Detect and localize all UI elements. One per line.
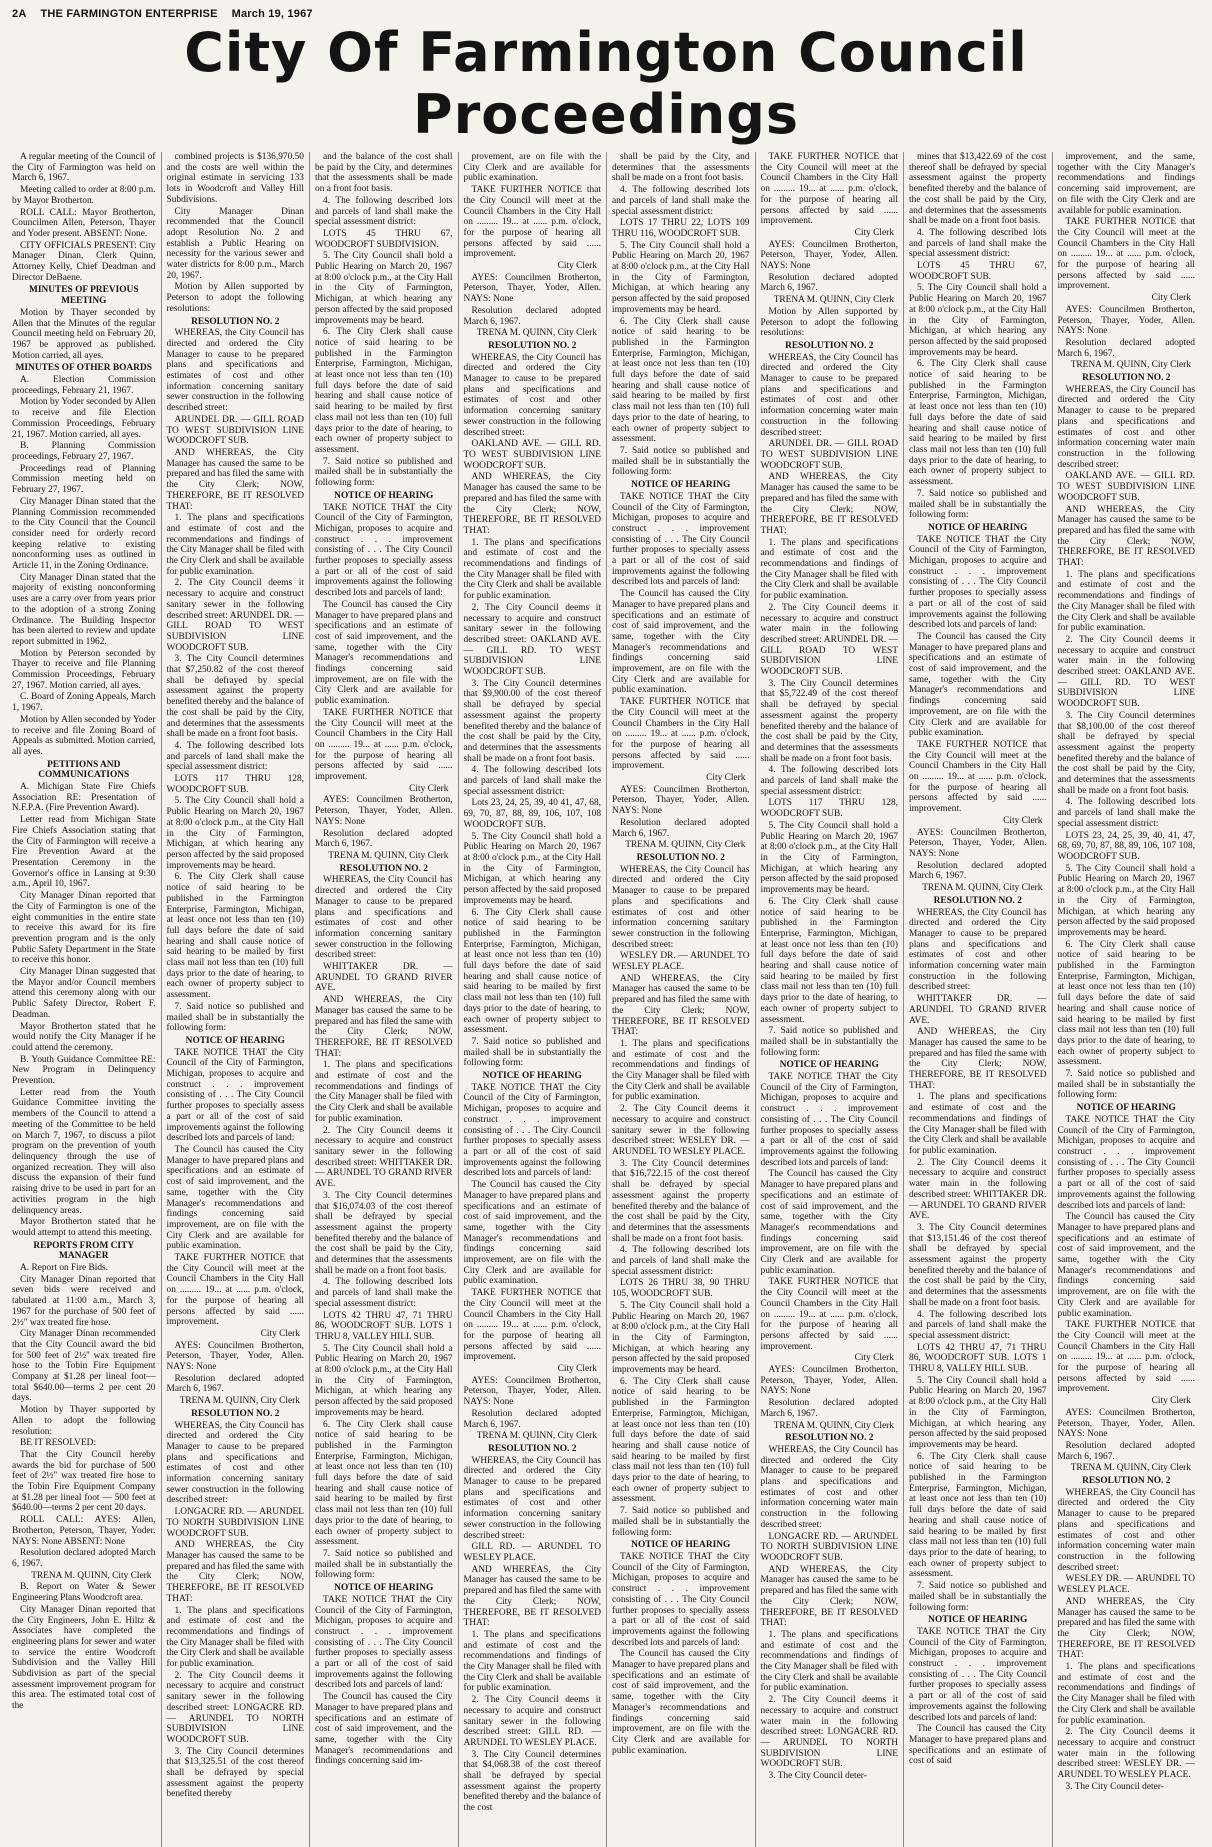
paragraph: LOTS 117 THRU 128, WOODCROFT SUB. xyxy=(166,774,304,795)
paragraph: AND WHEREAS, the City Manager has caused the same to be prepared and has filed the same with the City Clerk; NOW, THEREFORE, BE IT RESOLVED THAT: xyxy=(1057,1596,1195,1661)
paragraph: Resolution declared adopted March 6, 1967. xyxy=(760,1398,898,1419)
text-column-3 xyxy=(309,152,458,1847)
paragraph: The Council has caused the City Manager to have prepared plans and specifications and an estimate of cost of said improvement, and the same, together with the City Manager's recommendations and findings concerning said improvement, are on file with the City Clerk and are available for public examination. xyxy=(612,1649,750,1756)
paragraph: Resolution declared adopted March 6, 1967. xyxy=(1057,1440,1195,1462)
paragraph: A. Election Commission proceedings, February 21, 1967. xyxy=(12,375,156,396)
paragraph: 7. Said notice so published and mailed shall be in substantially the following form: xyxy=(166,1001,304,1034)
paragraph: AND WHEREAS, the City Manager has caused the same to be prepared and has filed the same with the City Clerk; NOW, THEREFORE, BE IT RESOLVED THAT: xyxy=(463,472,601,536)
section-heading: RESOLUTION NO. 2 xyxy=(1082,1476,1171,1487)
paragraph: 1. The plans and specifications and estimate of cost and the recommendations and findings of the City Manager shall be filed with the City Clerk and shall be available for public examination. xyxy=(166,1605,304,1670)
paragraph: TAKE FURTHER NOTICE that the City Council will meet at the Council Chambers in the City Hall on ......... 19... at ...... p.m. o'clock, for the purpose of hearing all persons affected by said ...... improvement. xyxy=(612,697,750,772)
paragraph: City Manager Dinan recommended that the Council adopt Resolution No. 2 and establish a Public Hearing on necessity for the various sewer and water districts for 8:00 p.m., March 20, 1967. xyxy=(166,206,304,281)
paragraph: A. Report on Fire Bids. xyxy=(20,1263,109,1274)
paragraph: LOTS 45 THRU 67, WOODCROFT SUBDIVISION. xyxy=(315,228,453,250)
paragraph: WHEREAS, the City Council has directed and ordered the City Manager to cause to be prepared plans and specifications and estimates of cost and other information concerning water main construction in the following described street: xyxy=(760,352,898,438)
paragraph: WHEREAS, the City Council has directed and ordered the City Manager to cause to be prepared plans and specifications and estimates of cost and other information concerning sanitary sewer construction in the following described street: xyxy=(463,1455,601,1541)
paragraph: 4. The following described lots and parcels of land shall make the special assessment district: xyxy=(909,1309,1047,1341)
paragraph: WHEREAS, the City Council has directed and ordered the City Manager to cause to be prepared plans and specifications and estimates of cost and other information concerning water main construction in the following described street: xyxy=(760,1444,898,1530)
paragraph: 7. Said notice so published and mailed shall be in substantially the following form: xyxy=(315,456,453,489)
section-heading: NOTICE OF HEARING xyxy=(631,1540,731,1551)
section-heading: NOTICE OF HEARING xyxy=(1076,1103,1176,1114)
section-heading: NOTICE OF HEARING xyxy=(185,1035,285,1046)
paragraph: A regular meeting of the Council of the City of Farmington was held on March 6, 1967. xyxy=(12,152,156,184)
paragraph: B. Youth Guidance Committee RE: New Program in Delinquency Prevention. xyxy=(12,1054,156,1087)
paragraph: LONGACRE RD. — ARUNDEL TO NORTH SUBDIVISION LINE WOODCROFT SUB. xyxy=(166,1507,304,1539)
paragraph: 3. The City Council determines that $4,068.38 of the cost thereof shall be defrayed by special assessment against the property benefited thereby and the balance of the cost xyxy=(463,1749,601,1814)
paragraph: Resolution declared adopted March 6, 1967. xyxy=(166,1373,304,1395)
paragraph: The Council has caused the City Manager to have prepared plans and specifications and an estimate of cost of said improvement, and the same, together with the City Manager's recommendations and findings concerning said im- xyxy=(315,1692,453,1767)
paragraph: 5. The City Council shall hold a Public Hearing on March 20, 1967 at 8:00 o'clock p.m., at the City Hall in the City of Farmington, Michigan, at which hearing any person affected by the said proposed improvements may be heard. xyxy=(1057,863,1195,938)
paragraph: 1. The plans and specifications and estimate of cost and the recommendations and findings of the City Manager shall be filed with the City Clerk and shall be available for public examination. xyxy=(909,1092,1047,1156)
signature-line: City Clerk xyxy=(854,1353,894,1364)
paragraph: ARUNDEL DR. — GILL ROAD TO WEST SUBDIVISION LINE WOODCROFT SUB. xyxy=(166,414,304,447)
paragraph: TAKE FURTHER NOTICE that the City Council will meet at the Council Chambers in the City Hall on ......... 19... at ...... p.m. o'clock, for the purpose of hearing all persons affected by said ...... improvement. xyxy=(1057,1320,1195,1395)
paragraph: TAKE NOTICE THAT the City Council of the City of Farmington, Michigan, proposes to acquire and construct . . . improvement consisting of . . . The City Council further proposes to specially assess a part or all of the cost of said improvements against the following described lots and parcels of land: xyxy=(463,1082,601,1179)
paragraph: City Manager Dinan suggested that the Mayor and/or Council members attend this ceremony along with our Public Safety Director, Robert F. Deadman. xyxy=(12,967,156,1020)
paragraph: AND WHEREAS, the City Manager has caused the same to be prepared and has filed the same with the City Clerk; NOW, THEREFORE, BE IT RESOLVED THAT: xyxy=(1057,504,1195,569)
paragraph: TAKE FURTHER NOTICE that the City Council will meet at the Council Chambers in the City Hall on ......... 19... at ...... p.m. o'clock, for the purpose of hearing all persons affected by said ...... improvement. xyxy=(315,707,453,783)
signature-line: TRENA M. QUINN, City Clerk xyxy=(1070,360,1191,371)
paragraph: 7. Said notice so published and mailed shall be in substantially the following form: xyxy=(315,1549,453,1581)
paragraph: B. Planning Commission proceedings, February 27, 1967. xyxy=(12,441,156,462)
paragraph: shall be paid by the City, and determines that the assessments shall be made on a front foot basis. xyxy=(612,152,750,184)
paragraph: C. Board of Zoning Appeals, March 1, 1967. xyxy=(12,692,156,714)
paragraph: Resolution declared adopted March 6, 1967. xyxy=(463,305,601,327)
paragraph: GILL RD. — ARUNDEL TO WESLEY PLACE. xyxy=(463,1542,601,1563)
paragraph: 7. Said notice so published and mailed shall be in substantially the following form: xyxy=(1057,1069,1195,1101)
paragraph: 4. The following described lots and parcels of land shall make the special assessment district: xyxy=(463,765,601,797)
paragraph: LOTS 26 THRU 38, 90 THRU 105, WOODCROFT SUB. xyxy=(612,1278,750,1300)
paragraph: Resolution declared adopted March 6, 1967. xyxy=(760,272,898,294)
paragraph: 2. The City Council deems it necessary to acquire and construct water main in the following described street: OAKLAND AVE. — GILL RD. TO WEST SUBDIVISION LINE WOODCROFT SUB. xyxy=(1057,634,1195,710)
paragraph: 2. The City Council deems it necessary to acquire and construct sanitary sewer in the following described street: LONGACRE RD. — ARUNDEL TO NORTH SUBDIVISION LINE WOODCROFT SUB. xyxy=(166,1670,304,1745)
paragraph: Motion by Allen supported by Peterson to adopt the following resolutions: xyxy=(760,306,898,339)
paragraph: WESLEY DR. — ARUNDEL TO WESLEY PLACE. xyxy=(612,951,750,973)
signature-line: City Clerk xyxy=(854,227,894,238)
paragraph: 5. The City Council shall hold a Public Hearing on March 20, 1967 at 8:00 o'clock p.m., at the City Hall in the City of Farmington, Michigan, at which hearing any person affected by the said proposed improvements may be heard. xyxy=(315,251,453,326)
paragraph: 4. The following described lots and parcels of land shall make the special assessment district: xyxy=(315,195,453,228)
paragraph: The Council has caused the City Manager to have prepared plans and specifications and an estimate of cost of said xyxy=(909,1724,1047,1767)
paragraph: The Council has caused the City Manager to have prepared plans and specifications and an estimate of cost of said improvement, and the same, together with the City Manager's recommendations and findings concerning said improvement, are on file with the City Clerk and are available for public examination. xyxy=(612,589,750,696)
paragraph: 6. The City Clerk shall cause notice of said hearing to be published in the Farmington Enterprise, Farmington, Michigan, at least once not less than ten (10) full days before the date of said hearing and shall cause notice of said hearing to be mailed by first class mail not less than ten (10) full days prior to the date of hearing, to each owner of property subject to assessment. xyxy=(760,896,898,1025)
section-heading: RESOLUTION NO. 2 xyxy=(339,863,428,874)
paragraph: B. Report on Water & Sewer Engineering Plans Woodcroft area. xyxy=(12,1582,156,1604)
paragraph: TAKE NOTICE THAT the City Council of the City of Farmington, Michigan, proposes to acquire and construct . . . improvement consisting of . . . The City Council further proposes to specially assess a part or all of the cost of said improvements against the following described lots and parcels of land: xyxy=(315,1594,453,1691)
section-heading: RESOLUTION NO. 2 xyxy=(488,1443,577,1454)
paragraph: 3. The City Council determines that $7,250.82 of the cost thereof shall be defrayed by special assessment against the property benefited thereby and the balance of the cost shall be paid by the City, and determines that the assessments shall be made on a front foot basis. xyxy=(166,654,304,740)
paragraph: Resolution declared adopted March 6, 1967. xyxy=(909,860,1047,882)
page-number: 2A xyxy=(12,8,27,20)
section-heading: NOTICE OF HEARING xyxy=(334,490,434,501)
issue-date: March 19, 1967 xyxy=(231,8,313,20)
paragraph: WHEREAS, the City Council has directed and ordered the City Manager to cause to be prepared plans and specifications and estimates of cost and other information concerning water main construction in the following described street: xyxy=(909,907,1047,993)
paragraph: WESLEY DR. — ARUNDEL TO WESLEY PLACE. xyxy=(1057,1574,1195,1596)
paragraph: TAKE NOTICE THAT the City Council of the City of Farmington, Michigan, proposes to acquire and construct . . . improvement consisting of . . . The City Council further proposes to specially assess a part or all of the cost of said improvements against the following described lots and parcels of land: xyxy=(909,1626,1047,1723)
paragraph: 1. The plans and specifications and estimate of cost and the recommendations and findings of the City Manager shall be filed with the City Clerk and shall be available for public examination. xyxy=(1057,569,1195,634)
paragraph: mines that $13,422.69 of the cost thereof shall be defrayed by special assessment against the property benefited thereby and the balance of the cost shall be paid by the City, and determines that the assessments shall be made on a front foot basis. xyxy=(909,152,1047,227)
paragraph: The Council has caused the City Manager to have prepared plans and specifications and an estimate of cost of said improvement, and the same, together with the City Manager's recommendations and findings concerning said improvement, are on file with the City Clerk and are available for public examination. xyxy=(909,631,1047,739)
paragraph: 3. The City Council deter- xyxy=(1065,1781,1164,1792)
signature-line: TRENA M. QUINN, City Clerk xyxy=(476,1431,597,1442)
text-column-2 xyxy=(161,152,310,1847)
paragraph: 4. The following described lots and parcels of land shall make the special assessment district: xyxy=(612,1245,750,1277)
paragraph: 1. The plans and specifications and estimate of cost and the recommendations and findings of the City Manager shall be filed with the City Clerk and shall be available for public examination. xyxy=(315,1060,453,1124)
paragraph: AYES: Councilmen Brotherton, Peterson, Thayer, Yoder, Allen. NAYS: None xyxy=(463,272,601,305)
paragraph: 2. The City Council deems it necessary to acquire and construct water main in the following described street: WESLEY DR. — ARUNDEL TO WESLEY PLACE. xyxy=(1057,1727,1195,1781)
paragraph: WHITTAKER DR. — ARUNDEL TO GRAND RIVER AVE. xyxy=(315,962,453,994)
paragraph: 5. The City Council shall hold a Public Hearing on March 20, 1967 at 8:00 o'clock p.m., at the City Hall in the City of Farmington, Michigan, at which hearing any person affected by the said proposed improvements may be heard. xyxy=(463,831,601,906)
text-column-4 xyxy=(458,152,607,1847)
paragraph: 1. The plans and specifications and estimate of cost and the recommendations and findings of the City Manager shall be filed with the City Clerk and shall be available for public examination. xyxy=(463,537,601,602)
text-column-1 xyxy=(12,152,161,1847)
paragraph: AND WHEREAS, the City Manager has caused the same to be prepared and has filed the same with the City Clerk; NOW, THEREFORE, BE IT RESOLVED THAT: xyxy=(760,472,898,536)
paragraph: 3. The City Council determines that $5,722.49 of the cost thereof shall be defrayed by special assessment against the property benefited thereby and the balance of the cost shall be paid by the City, and determines that the assessments shall be made on a front foot basis. xyxy=(760,678,898,764)
paragraph: 7. Said notice so published and mailed shall be in substantially the following form: xyxy=(612,1506,750,1538)
paragraph: 7. Said notice so published and mailed shall be in substantially the following form: xyxy=(612,445,750,478)
paragraph: TAKE FURTHER NOTICE that the City Council will meet at the Council Chambers in the City Hall on ......... 19... at ...... p.m. o'clock, for the purpose of hearing all persons affected by said ...... improvement. xyxy=(463,1288,601,1363)
paragraph: 3. The City Council determines that $16,722.15 of the cost thereof shall be defrayed by special assessment against the property benefited thereby and the balance of the cost shall be paid by the City, and determines that the assessments shall be made on a front foot basis. xyxy=(612,1158,750,1244)
paragraph: City Manager Dinan reported that the City of Farmington is one of the eight communities in the entire state to receive this award for its fire prevention program and is the only Public Safety Department in the State to receive this honor. xyxy=(12,891,156,966)
paragraph: Lots 23, 24, 25, 39, 40 41, 47, 68, 69, 70, 87, 88, 89, 106, 107, 108 WOODCROFT SUB. xyxy=(463,798,601,830)
paragraph: 1. The plans and specifications and estimate of cost and the recommendations and findings of the City Manager shall be filed with the City Clerk and shall be available for public examination. xyxy=(166,513,304,577)
signature-line: TRENA M. QUINN, City Clerk xyxy=(328,851,449,861)
paragraph: 4. The following described lots and parcels of land shall make the special assessment district: xyxy=(166,740,304,773)
paragraph: CITY OFFICIALS PRESENT: City Manager Dinan, Clerk Quinn, Attorney Kelly, Chief Deadman and Director DeBaene. xyxy=(12,240,156,283)
section-heading: RESOLUTION NO. 2 xyxy=(933,895,1022,906)
paragraph: 6. The City Clerk shall cause notice of said hearing to be published in the Farmington Enterprise, Farmington, Michigan, at least once not less than ten (10) full days before the date of said hearing and shall cause notice of said hearing to be mailed by first class mail not less than ten (10) full days prior to the date of hearing, to each owner of property subject to assessment. xyxy=(166,872,304,1001)
paragraph: AND WHEREAS, the City Manager has caused the same to be prepared and has filed the same with the City Clerk; NOW, THEREFORE, BE IT RESOLVED THAT: xyxy=(760,1564,898,1629)
paragraph: 2. The City Council deems it necessary to acquire and construct sanitary sewer in the following described street: WESLEY DR. — ARUNDEL TO WESLEY PLACE. xyxy=(612,1104,750,1157)
paragraph: 6. The City Clerk shall cause notice of said hearing to be published in the Farmington Enterprise, Farmington, Michigan, at least once not less than ten (10) full days before the date of said hearing and shall cause notice of said hearing to be mailed by first class mail not less than ten (10) full days prior to the date of hearing, to each owner of property subject to assessment. xyxy=(909,359,1047,488)
signature-line: City Clerk xyxy=(706,773,746,784)
paragraph: TAKE FURTHER NOTICE that the City Council will meet at the Council Chambers in the City Hall on ......... 19... at ...... p.m. o'clock, for the purpose of hearing all persons affected by said ...... improvement. xyxy=(760,152,898,227)
page-title: City Of Farmington Council Proceedings xyxy=(184,21,1028,146)
signature-line: TRENA M. QUINN, City Clerk xyxy=(179,1396,300,1407)
paragraph: AND WHEREAS, the City Manager has caused the same to be prepared and has filed the same with the City Clerk; NOW, THEREFORE, BE IT RESOLVED THAT: xyxy=(909,1027,1047,1091)
paragraph: 6. The City Clerk shall cause notice of said hearing to be published in the Farmington Enterprise, Farmington, Michigan, at least once not less than ten (10) full days before the date of said hearing and shall cause notice of said hearing to be mailed by first class mail not less than ten (10) full days prior to the date of hearing, to each owner of property subject to assessment. xyxy=(315,1419,453,1548)
text-column-7 xyxy=(903,152,1052,1847)
paragraph: WHEREAS, the City Council has directed and ordered the City Manager to cause to be prepared plans and specifications and estimates of cost and other information concerning water main construction in the following described street: xyxy=(1057,1487,1195,1573)
paragraph: AYES: Councilmen Brotherton, Peterson, Thayer, Yoder, Allen. NAYS: None xyxy=(1057,1407,1195,1440)
paragraph: Motion by Allen seconded by Yoder to receive and file Zoning Board of Appeals as submitted. Motion carried, all ayes. xyxy=(12,714,156,757)
section-heading: NOTICE OF HEARING xyxy=(482,1071,582,1082)
paragraph: AND WHEREAS, the City Manager has caused the same to be prepared and has filed the same with the City Clerk; NOW, THEREFORE, BE IT RESOLVED THAT: xyxy=(166,1540,304,1604)
paragraph: A. Michigan State Fire Chiefs Association RE: Presentation of N.F.P.A. (Fire Prevention Award). xyxy=(12,782,156,814)
paragraph: Resolution declared adopted March 6, 1967. xyxy=(12,1548,156,1569)
paragraph: 7. Said notice so published and mailed shall be in substantially the following form: xyxy=(909,1581,1047,1613)
section-heading: NOTICE OF HEARING xyxy=(928,522,1028,533)
paragraph: Resolution declared adopted March 6, 1967. xyxy=(315,828,453,850)
paragraph: 3. The City Council determines that $8,100.00 of the cost thereof shall be defrayed by special assessment against the property benefited thereby and the balance of the cost shall be paid by the City, and determines that the assessments shall be made on a front foot basis. xyxy=(1057,710,1195,796)
paragraph: TAKE NOTICE THAT the City Council of the City of Farmington, Michigan, proposes to acquire and construct . . . improvement consisting of . . . The City Council further proposes to specially assess a part or all of the cost of said improvements against the following described lots and parcels of land: xyxy=(760,1072,898,1168)
paragraph: AND WHEREAS, the City Manager has caused the same to be prepared and has filed the same with the City Clerk; NOW, THEREFORE, BE IT RESOLVED THAT: xyxy=(315,995,453,1059)
paragraph: TAKE NOTICE THAT the City Council of the City of Farmington, Michigan, proposes to acquire and construct . . . improvement consisting of . . . The City Council further proposes to specially assess a part or all of the cost of said improvements against the following described lots and parcels of land: xyxy=(1057,1114,1195,1211)
paragraph: TAKE NOTICE THAT the City Council of the City of Farmington, Michigan, proposes to acquire and construct . . . improvement consisting of . . . The City Council further proposes to specially assess a part or all of the cost of said improvements against the following described lots and parcels of land: xyxy=(166,1047,304,1144)
paragraph: 7. Said notice so published and mailed shall be in substantially the following form: xyxy=(909,488,1047,521)
paragraph: AND WHEREAS, the City Manager has caused the same to be prepared and has filed the same with the City Clerk; NOW, THEREFORE, BE IT RESOLVED THAT: xyxy=(612,973,750,1038)
paragraph: improvement, and the same, together with the City Manager's recommendations and findings concerning said improvement, are on file with the City Clerk and are available for public examination. xyxy=(1057,152,1195,216)
section-heading: RESOLUTION NO. 2 xyxy=(636,853,725,863)
paragraph: Proceedings read of Planning Commission meeting held on February 27, 1967. xyxy=(12,463,156,496)
paragraph: AND WHEREAS, the City Manager has caused the same to be prepared and has filed the same with the City Clerk; NOW, THEREFORE, BE IT RESOLVED THAT: xyxy=(463,1564,601,1629)
paragraph: AYES: Councilmen Brotherton, Peterson, Thayer, Yoder, Allen. NAYS: None xyxy=(612,784,750,817)
paragraph: 6. The City Clerk shall cause notice of said hearing to be published in the Farmington Enterprise, Farmington, Michigan, at least once not less than ten (10) full days before the date of said hearing and shall cause notice of said hearing to be mailed by first class mail not less than ten (10) full days prior to the date of hearing, to each owner of property subject to assessment. xyxy=(1057,939,1195,1068)
paragraph: Motion by Peterson seconded by Thayer to receive and file Planning Commission Proceedings, February 27, 1967. Motion carried, all ayes. xyxy=(12,648,156,691)
paragraph: 2. The City Council deems it necessary to acquire and construct sanitary sewer in the following described street: GILL RD. — ARUNDEL TO WESLEY PLACE. xyxy=(463,1695,601,1748)
paragraph: 2. The City Council deems it necessary to acquire and construct sanitary sewer in the following described street: WHITTAKER DR. — ARUNDEL TO GRAND RIVER AVE. xyxy=(315,1125,453,1190)
paragraph: OAKLAND AVE. — GILL RD. TO WEST SUBDIVISION LINE WOODCROFT SUB. xyxy=(463,439,601,471)
signature-line: TRENA M. QUINN, City Clerk xyxy=(31,1570,152,1581)
section-heading: NOTICE OF HEARING xyxy=(631,480,731,491)
paragraph: 4. The following described lots and parcels of land shall make the special assessment district: xyxy=(612,185,750,217)
section-heading: NOTICE OF HEARING xyxy=(779,1060,879,1071)
paragraph: Motion by Thayer seconded by Allen that the Minutes of the regular Council meeting held on February 20, 1967 be approved as published. Motion carried, all ayes. xyxy=(12,307,156,361)
paragraph: City Manager Dinan reported that the City Engineers, John E. Hiltz & Associates have completed the engineering plans for sewer and water to service the entire Woodcroft Subdivision and the Valley Hill Subdivision as part of the special assessment improvement program for this area. The estimated total cost of the xyxy=(12,1604,156,1712)
paragraph: Letter read from the Youth Guidance Committee inviting the members of the Council to attend a meeting of the Committee to be held on March 7, 1967, to discuss a pilot program on the prevention of youth delinquency through the use of organized recreation. They will also discuss the expansion of their fund raising drive to be used in part for an activities program in the high delinquency areas. xyxy=(12,1087,156,1216)
paragraph: City Manager Dinan stated that the majority of existing nonconforming uses are a carry over from years prior to the adoption of a strong Zoning Ordinance. The Building Inspector has been alerted to review and update report submitted in 1962. xyxy=(12,572,156,647)
paragraph: 3. The City Council determines that $16,074.03 of the cost thereof shall be defrayed by special assessment against the property benefited thereby and the balance of the cost shall be paid by the City, and determines that the assessments shall be made on a front foot basis. xyxy=(315,1190,453,1276)
paragraph: provement, are on file with the City Clerk and are available for public examination. xyxy=(463,152,601,184)
paragraph: TAKE NOTICE THAT the City Council of the City of Farmington, Michigan, proposes to acquire and construct . . . improvement consisting of . . . The City Council further proposes to specially assess a part or all of the cost of said improvements against the following described lots and parcels of land: xyxy=(315,502,453,599)
signature-line: TRENA M. QUINN, City Clerk xyxy=(773,295,894,306)
paragraph: AYES: Councilmen Brotherton, Peterson, Thayer, Yoder, Allen. NAYS: None xyxy=(1057,304,1195,337)
paragraph: 1. The plans and specifications and estimate of cost and the recommendations and findings of the City Manager shall be filed with the City Clerk and shall be available for public examination. xyxy=(612,1038,750,1103)
signature-line: City Clerk xyxy=(1151,293,1191,304)
paragraph: TAKE NOTICE THAT the City Council of the City of Farmington, Michigan, proposes to acquire and construct . . . improvement consisting of . . . The City Council further proposes to specially assess a part or all of the cost of said improvements against the following described lots and parcels of land: xyxy=(909,534,1047,631)
paragraph: 3. The City Council determines that $13,151.46 of the cost thereof shall be defrayed by special assessment against the property benefited thereby and the balance of the cost shall be paid by the City, and determines that the assessments shall be made on a front foot basis. xyxy=(909,1222,1047,1308)
section-heading: RESOLUTION NO. 2 xyxy=(488,340,577,351)
section-heading: NOTICE OF HEARING xyxy=(928,1615,1028,1626)
paragraph: The Council has caused the City Manager to have prepared plans and specifications and an estimate of cost of said improvement, and the same, together with the City Manager's recommendations and findings concerning said improvement, are on file with the City Clerk and are available for public examination. xyxy=(760,1169,898,1276)
section-heading: RESOLUTION NO. 2 xyxy=(191,1408,280,1419)
paragraph: 5. The City Council shall hold a Public Hearing on March 20, 1967 at 8:00 o'clock p.m., at the City Hall in the City of Farmington, Michigan, at which hearing any person affected by the said proposed improvements may be heard. xyxy=(166,796,304,871)
paragraph: 4. The following described lots and parcels of land shall make the special assessment district: xyxy=(315,1277,453,1309)
paragraph: TAKE FURTHER NOTICE that the City Council will meet at the Council Chambers in the City Hall on ......... 19... at ...... p.m. o'clock, for the purpose of hearing all persons affected by said ...... improvement. xyxy=(1057,217,1195,292)
paragraph: The Council has caused the City Manager to have prepared plans and specifications and an estimate of cost of said improvement, and the same, together with the City Manager's recommendations and findings concerning said improvement, are on file with the City Clerk and are available for public examination. xyxy=(463,1180,601,1287)
article-columns xyxy=(12,152,1200,1847)
section-heading: MINUTES OF OTHER BOARDS xyxy=(15,363,152,374)
newspaper-name: THE FARMINGTON ENTERPRISE xyxy=(40,8,218,20)
section-heading: RESOLUTION NO. 2 xyxy=(1082,373,1171,384)
paragraph: ROLL CALL: AYES: Allen, Brotherton, Peterson, Thayer, Yoder. NAYS: None ABSENT: None xyxy=(12,1515,156,1547)
paragraph: 3. The City Council determines that $13,325.51 of the cost thereof shall be defrayed by special assessment against the property benefited thereby xyxy=(166,1746,304,1800)
paragraph: 1. The plans and specifications and estimate of cost and the recommendations and findings of the City Manager shall be filed with the City Clerk and shall be available for public examination. xyxy=(760,1629,898,1694)
paragraph: 1. The plans and specifications and estimate of cost and the recommendations and findings of the City Manager shall be filed with the City Clerk and shall be available for public examination. xyxy=(1057,1662,1195,1726)
paragraph: The Council has caused the City Manager to have prepared plans and specifications and an estimate of cost of said improvement, and the same, together with the City Manager's recommendations and findings concerning said improvement, are on file with the City Clerk and are available for public examination. xyxy=(315,599,453,707)
signature-line: TRENA M. QUINN, City Clerk xyxy=(1070,1463,1191,1474)
paragraph: ROLL CALL: Mayor Brotherton, Councilmen Allen, Peterson, Thayer and Yoder present. ABSENT: None. xyxy=(12,207,156,239)
paragraph: 7. Said notice so published and mailed shall be in substantially the following form: xyxy=(760,1026,898,1058)
paragraph: Resolution declared adopted March 6, 1967. xyxy=(1057,337,1195,359)
paragraph: AYES: Councilmen Brotherton, Peterson, Thayer, Yoder, Allen. NAYS: None xyxy=(315,795,453,827)
paragraph: City Manager Dinan recommended that the City Council award the bid for 500 feet of 2½" wax treated fire hose to the Tobin Fire Equipment Company at $1.28 per lineal foot—total $640.00—terms 2 per cent 20 days. xyxy=(12,1329,156,1404)
paragraph: Resolution declared adopted March 6, 1967. xyxy=(463,1408,601,1430)
paragraph: AYES: Councilmen Brotherton, Peterson, Thayer, Yoder, Allen. NAYS: None xyxy=(166,1340,304,1373)
paragraph: 5. The City Council shall hold a Public Hearing on March 20, 1967 at 8:00 o'clock p.m., at the City Hall in the City of Farmington, Michigan, at which hearing any person affected by the said proposed improvements may be heard. xyxy=(909,283,1047,358)
paragraph: 4. The following described lots and parcels of land shall make the special assessment district: xyxy=(1057,797,1195,829)
paragraph: LOTS 117 THRU 128, WOODCROFT SUB. xyxy=(760,798,898,820)
paragraph: Mayor Brotherton stated that he would attempt to attend this meeting. xyxy=(12,1217,156,1238)
paragraph: WHITTAKER DR. — ARUNDEL TO GRAND RIVER AVE. xyxy=(909,994,1047,1026)
section-heading: RESOLUTION NO. 2 xyxy=(191,316,280,327)
paragraph: TAKE NOTICE THAT the City Council of the City of Farmington, Michigan, proposes to acquire and construct . . . improvement consisting of . . . The City Council further proposes to specially assess a part or all of the cost of said improvements against the following described lots and parcels of land: xyxy=(612,491,750,588)
paragraph: LOTS 17 THRU 22, LOTS 109 THRU 116, WOODCROFT SUB. xyxy=(612,218,750,239)
section-heading: PETITIONS AND COMMUNICATIONS xyxy=(38,759,130,781)
paragraph: 3. The City Council determines that $9,900.00 of the cost thereof shall be defrayed by special assessment against the property benefited thereby and the balance of the cost shall be paid by the City, and determines that the assessments shall be made on a front foot basis. xyxy=(463,678,601,764)
paragraph: 5. The City Council shall hold a Public Hearing on March 20, 1967 at 8:00 o'clock p.m., at the City Hall in the City of Farmington, Michigan, at which hearing any person affected by the said proposed improvements may be heard. xyxy=(315,1343,453,1418)
signature-line: City Clerk xyxy=(557,1364,597,1375)
signature-line: City Clerk xyxy=(409,783,449,794)
paragraph: 6. The City Clerk shall cause notice of said hearing to be published in the Farmington Enterprise, Farmington, Michigan, at least once not less than ten (10) full days before the date of said hearing and shall cause notice of said hearing to be mailed by first class mail not less than ten (10) full days prior to the date of hearing, to each owner of property subject to assessment. xyxy=(612,316,750,445)
paragraph: OAKLAND AVE. — GILL RD. TO WEST SUBDIVISION LINE WOODCROFT SUB. xyxy=(1057,471,1195,503)
paragraph: LOTS 42 THRU 47, 71 THRU 86, WOODCROFT SUB. LOTS 1 THRU 8, VALLEY HILL SUB. xyxy=(909,1342,1047,1375)
signature-line: TRENA M. QUINN, City Clerk xyxy=(476,328,597,339)
paragraph: Meeting called to order at 8:00 p.m. by Mayor Brotherton. xyxy=(12,185,156,206)
paragraph: Letter read from Michigan State Fire Chiefs Association stating that the City of Farmington will receive a Fire Prevention Award at the Presentation Ceremony in the Governor's office in Lansing at 9:30 a.m., April 10, 1967. xyxy=(12,815,156,890)
paragraph: Motion by Thayer supported by Allen to adopt the following resolution: xyxy=(12,1405,156,1437)
signature-line: City Clerk xyxy=(260,1328,300,1339)
paragraph: WHEREAS, the City Council has directed and ordered the City Manager to cause to be prepared plans and specifications and estimates of cost and other information concerning sanitary sewer construction in the following described street: xyxy=(612,864,750,950)
paragraph: Motion by Allen supported by Peterson to adopt the following resolutions: xyxy=(166,282,304,314)
paragraph: 3. The City Council deter- xyxy=(768,1771,867,1782)
signature-line: City Clerk xyxy=(1003,815,1043,826)
signature-line: City Clerk xyxy=(557,261,597,272)
paragraph: Resolution declared adopted March 6, 1967. xyxy=(612,817,750,839)
paragraph: Motion by Yoder seconded by Allen to receive and file Election Commission Proceedings, February 21, 1967. Motion carried, all ayes. xyxy=(12,397,156,440)
paragraph: 2. The City Council deems it necessary to acquire and construct sanitary sewer in the following described street: ARUNDEL DR. — GILL ROAD TO WEST SUBDIVISION LINE WOODCROFT SUB. xyxy=(166,578,304,653)
paragraph: That the City Council hereby awards the bid for purchase of 500 feet of 2½" wax treated fire hose to the Tobin Fire Equipment Company at $1.28 per lineal foot — 500 feet at $640.00—terms 2 per cent 20 days. xyxy=(12,1449,156,1514)
signature-line: TRENA M. QUINN, City Clerk xyxy=(773,1420,894,1431)
paragraph: WHEREAS, the City Council has directed and ordered the City Manager to cause to be prepared plans and specifications and estimates of cost and other information concerning sanitary sewer construction in the following described street: xyxy=(166,1420,304,1506)
section-heading: NOTICE OF HEARING xyxy=(334,1583,434,1594)
paragraph: TAKE FURTHER NOTICE that the City Council will meet at the Council Chambers in the City Hall on ......... 19... at ...... p.m. o'clock, for the purpose of hearing all persons affected by said ...... improvement. xyxy=(760,1277,898,1352)
paragraph: combined projects is $136,970.50 and the costs are well within the original estimate in servicing 133 lots in Woodcroft and Valley Hill Subdivisions. xyxy=(166,152,304,205)
paragraph: AYES: Councilmen Brotherton, Peterson, Thayer, Yoder, Allen. NAYS: None xyxy=(909,827,1047,859)
paragraph: 5. The City Council shall hold a Public Hearing on March 20, 1967 at 8:00 o'clock p.m., at the City Hall in the City of Farmington, Michigan, at which hearing any person affected by the said proposed improvements may be heard. xyxy=(612,240,750,315)
paragraph: The Council has caused the City Manager to have prepared plans and specifications and an estimate of cost of said improvement, and the same, together with the City Manager's recommendations and findings concerning said improvement, are on file with the City Clerk and are available for public examination. xyxy=(1057,1212,1195,1319)
signature-line: TRENA M. QUINN, City Clerk xyxy=(625,840,746,851)
paragraph: 5. The City Council shall hold a Public Hearing on March 20, 1967 at 8:00 o'clock p.m., at the City Hall in the City of Farmington, Michigan, at which hearing any person affected by the said proposed improvements may be heard. xyxy=(760,820,898,896)
paragraph: 5. The City Council shall hold a Public Hearing on March 20, 1967 at 8:00 o'clock p.m., at the City Hall in the City of Farmington, Michigan, at which hearing any person affected by the said proposed improvements may be heard. xyxy=(612,1300,750,1376)
paragraph: BE IT RESOLVED: xyxy=(20,1438,97,1449)
paragraph: 4. The following described lots and parcels of land shall make the special assessment district: xyxy=(760,765,898,797)
paragraph: LOTS 23, 24, 25, 39, 40, 41, 47, 68, 69, 70, 87, 88, 89, 106, 107 108, WOODCROFT SUB. xyxy=(1057,830,1195,862)
paragraph: 6. The City Clerk shall cause notice of said hearing to be published in the Farmington Enterprise, Farmington, Michigan, at least once not less than ten (10) full days before the date of said hearing and shall cause notice of said hearing to be mailed by first class mail not less than ten (10) full days prior to the date of hearing, to each owner of property subject to assessment. xyxy=(909,1451,1047,1580)
paragraph: 6. The City Clerk shall cause notice of said hearing to be published in the Farmington Enterprise, Farmington, Michigan, at least once not less than ten (10) full days before the date of said hearing and shall cause notice of said hearing to be mailed by first class mail not less than ten (10) full days prior to the date of hearing, to each owner of property subject to assessment. xyxy=(612,1376,750,1505)
section-heading: MINUTES OF PREVIOUS MEETING xyxy=(28,285,139,307)
paragraph: and the balance of the cost shall be paid by the City, and determines that the assessments shall be made on a front foot basis. xyxy=(315,152,453,195)
paragraph: The Council has caused the City Manager to have prepared plans and specifications and an estimate of cost of said improvement, and the same, together with the City Manager's recommendations and findings concerning said improvement, are on file with the City Clerk and are available for public examination. xyxy=(166,1144,304,1252)
paragraph: 2. The City Council deems it necessary to acquire and construct sanitary sewer in the following described street: OAKLAND AVE. — GILL RD. TO WEST SUBDIVISION LINE WOODCROFT SUB. xyxy=(463,602,601,678)
paragraph: City Manager Dinan stated that the Planning Commission recommended to the City Council that the Council consider need for orderly record keeping relative to existing nonconforming uses as outlined in Article 11, in the Zoning Ordinance. xyxy=(12,496,156,572)
paragraph: AND WHEREAS, the City Manager has caused the same to be prepared and has filed the same with the City Clerk; NOW, THEREFORE, BE IT RESOLVED THAT: xyxy=(166,447,304,512)
paragraph: WHEREAS, the City Council has directed and ordered the City Manager to cause to be prepared plans and specifications and estimates of cost and other information concerning sanitary sewer construction in the following described street: xyxy=(166,328,304,414)
paragraph: City Manager Dinan reported that seven bids were received and tabulated at 11:00 a.m., March 3, 1967 for the purchase of 500 feet of 2½" wax treated fire hose. xyxy=(12,1274,156,1328)
paragraph: WHEREAS, the City Council has directed and ordered the City Manager to cause to be prepared plans and specifications and estimates of cost and other information concerning sanitary sewer construction in the following described street: xyxy=(463,352,601,438)
masthead xyxy=(12,8,1200,22)
signature-line: City Clerk xyxy=(1151,1396,1191,1407)
text-column-5 xyxy=(606,152,755,1847)
paragraph: 2. The City Council deems it necessary to acquire and construct water main in the following described street: ARUNDEL DR. — GILL ROAD TO WEST SUBDIVISION LINE WOODCROFT SUB. xyxy=(760,602,898,678)
paragraph: AYES: Councilmen Brotherton, Peterson, Thayer, Yoder, Allen. NAYS: None xyxy=(463,1375,601,1408)
signature-line: TRENA M. QUINN, City Clerk xyxy=(922,883,1043,894)
paragraph: 6. The City Clerk shall cause notice of said hearing to be published in the Farmington Enterprise, Farmington, Michigan, at least once not less than ten (10) full days before the date of said hearing and shall cause notice of said hearing to be mailed by first class mail not less than ten (10) full days prior to the date of hearing, to each owner of property subject to assessment. xyxy=(315,327,453,455)
section-heading: REPORTS FROM CITY MANAGER xyxy=(33,1240,135,1262)
paragraph: ARUNDEL DR. — GILL ROAD TO WEST SUBDIVISION LINE WOODCROFT SUB. xyxy=(760,439,898,471)
paragraph: 7. Said notice so published and mailed shall be in substantially the following form: xyxy=(463,1036,601,1069)
paragraph: WHEREAS, the City Council has directed and ordered the City Manager to cause to be prepared plans and specifications and estimates of cost and other information concerning water main construction in the following described street: xyxy=(1057,384,1195,470)
paragraph: Mayor Brotherton stated that he would notify the City Manager if he could attend the ceremony. xyxy=(12,1021,156,1053)
paragraph: 6. The City Clerk shall cause notice of said hearing to be published in the Farmington Enterprise, Farmington, Michigan, at least once not less than ten (10) full days before the date of said hearing and shall cause notice of said hearing to be mailed by first class mail not less than ten (10) full days prior to the date of hearing, to each owner of property subject to assessment. xyxy=(463,907,601,1036)
paragraph: AYES: Councilmen Brotherton, Peterson, Thayer, Yoder, Allen. NAYS: None xyxy=(760,239,898,272)
text-column-8 xyxy=(1052,152,1201,1847)
paragraph: 2. The City Council deems it necessary to acquire and construct water main in the following described street: WHITTAKER DR. — ARUNDEL TO GRAND RIVER AVE. xyxy=(909,1157,1047,1222)
paragraph: LOTS 45 THRU 67, WOODCROFT SUB. xyxy=(909,261,1047,282)
paragraph: 1. The plans and specifications and estimate of cost and the recommendations and findings of the City Manager shall be filed with the City Clerk and shall be available for public examination. xyxy=(463,1629,601,1694)
paragraph: TAKE FURTHER NOTICE that the City Council will meet at the Council Chambers in the City Hall on ......... 19... at ...... p.m. o'clock, for the purpose of hearing all persons affected by said ...... improvement. xyxy=(166,1253,304,1328)
paragraph: 4. The following described lots and parcels of land shall make the special assessment district: xyxy=(909,227,1047,260)
paragraph: WHEREAS, the City Council has directed and ordered the City Manager to cause to be prepared plans and specifications and estimates of cost and other information concerning sanitary sewer construction in the following described street: xyxy=(315,875,453,961)
paragraph: 1. The plans and specifications and estimate of cost and the recommendations and findings of the City Manager shall be filed with the City Clerk and shall be available for public examination. xyxy=(760,537,898,602)
paragraph: AYES: Councilmen Brotherton, Peterson, Thayer, Yoder, Allen. NAYS: None xyxy=(760,1365,898,1397)
paragraph: TAKE FURTHER NOTICE that the City Council will meet at the Council Chambers in the City Hall on ......... 19... at ...... p.m. o'clock, for the purpose of hearing all persons affected by said ...... improvement. xyxy=(463,185,601,260)
paragraph: 2. The City Council deems it necessary to acquire and construct water main in the following described street: LONGACRE RD. — ARUNDEL TO NORTH SUBDIVISION LINE WOODCROFT SUB. xyxy=(760,1695,898,1770)
text-column-6 xyxy=(755,152,904,1847)
paragraph: TAKE NOTICE THAT the City Council of the City of Farmington, Michigan, proposes to acquire and construct . . . improvement consisting of . . . The City Council further proposes to specially assess a part or all of the cost of said improvements against the following described lots and parcels of land: xyxy=(612,1552,750,1648)
section-heading: RESOLUTION NO. 2 xyxy=(785,1433,874,1444)
paragraph: TAKE FURTHER NOTICE that the City Council will meet at the Council Chambers in the City Hall on ......... 19... at ...... p.m. o'clock, for the purpose of hearing all persons affected by said ...... improvement. xyxy=(909,739,1047,815)
paragraph: LOTS 42 THRU 47, 71 THRU 86, WOODCROFT SUB. LOTS 1 THRU 8, VALLEY HILL SUB. xyxy=(315,1310,453,1342)
paragraph: LONGACRE RD. — ARUNDEL TO NORTH SUBDIVISION LINE WOODCROFT SUB. xyxy=(760,1531,898,1563)
paragraph: 5. The City Council shall hold a Public Hearing on March 20, 1967 at 8:00 o'clock p.m., at the City Hall in the City of Farmington, Michigan, at which hearing any person affected by the said proposed improvements may be heard. xyxy=(909,1375,1047,1450)
section-heading: RESOLUTION NO. 2 xyxy=(785,340,874,351)
